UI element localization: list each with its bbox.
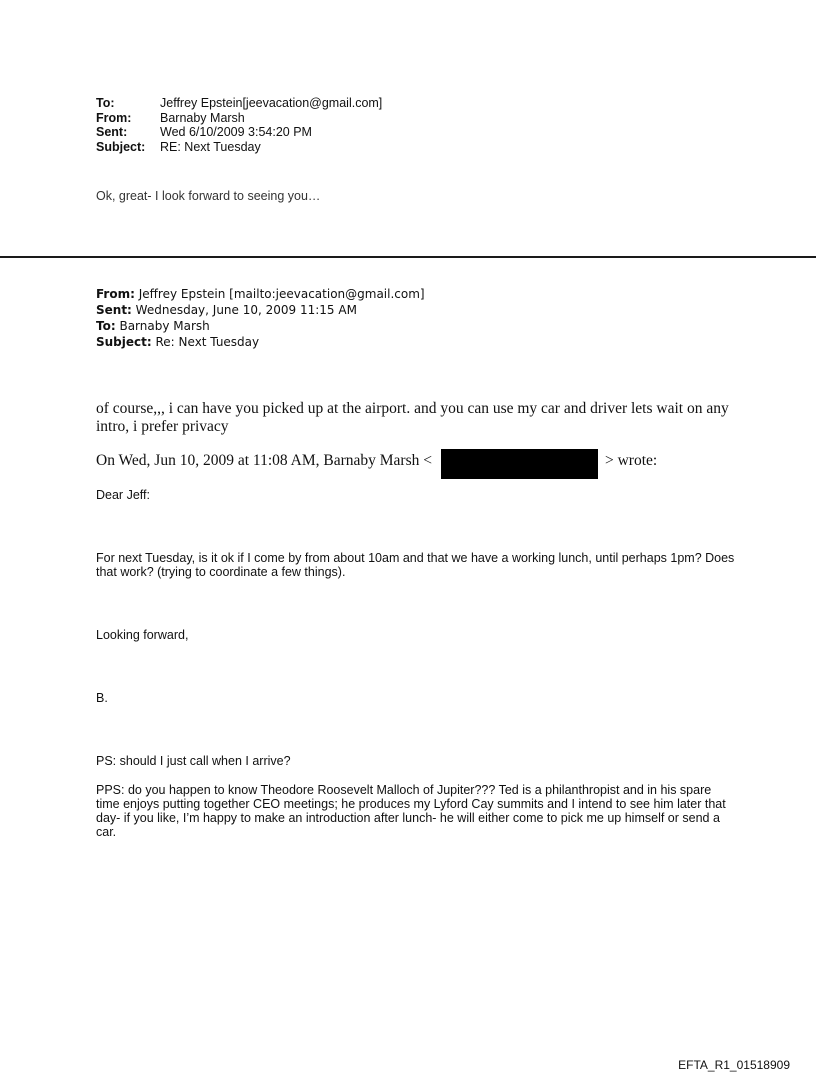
to-value: Jeffrey Epstein[jeevacation@gmail.com]	[160, 96, 383, 110]
pps-paragraph: PPS: do you happen to know Theodore Roosevelt Malloch of Jupiter??? Ted is a philanthropist and in his spare time enjoys putting together CEO meetings; he produces my Lyford Cay summits and I intend to see him later that day- if you like, I’m happy to make an introduction after lunch- he will either come to pick me up himself or send a car.	[96, 783, 726, 839]
signature: B.	[96, 691, 108, 705]
quoted-from-label: From:	[96, 287, 135, 301]
sent-label: Sent:	[96, 125, 128, 139]
quoted-to-row	[96, 318, 425, 334]
closing: Looking forward,	[96, 628, 189, 642]
ps-line: PS: should I just call when I arrive?	[96, 754, 291, 768]
from-label: From:	[96, 110, 132, 125]
quoted-subject-label: Subject:	[96, 335, 152, 349]
quoted-body-text: of course,,, i can have you picked up at the airport. and you can use my car and driver lets wait on any intro, i prefer privacy	[96, 400, 729, 435]
quoted-subject-row	[96, 334, 425, 350]
quoted-from-value: Jeffrey Epstein [mailto:jeevacation@gmail.com]	[134, 287, 425, 301]
on-wed-suffix: > wrote:	[605, 452, 658, 469]
from-value: Barnaby Marsh	[160, 110, 245, 125]
sent-row	[96, 125, 382, 140]
redaction-box	[441, 449, 598, 479]
quoted-from-row	[96, 286, 425, 302]
quoted-header	[96, 286, 425, 350]
subject-row	[96, 140, 382, 155]
quoted-to-value: Barnaby Marsh	[115, 319, 210, 333]
to-row	[96, 96, 382, 111]
email-header	[96, 96, 382, 154]
quoted-to-label: To:	[96, 319, 116, 333]
on-wed-prefix: On Wed, Jun 10, 2009 at 11:08 AM, Barnaby Marsh <	[96, 452, 432, 469]
sent-value: Wed 6/10/2009 3:54:20 PM	[160, 125, 312, 139]
quoted-subject-value: Re: Next Tuesday	[151, 335, 260, 349]
quoted-sent-label: Sent:	[96, 303, 132, 317]
subject-label: Subject:	[96, 139, 146, 154]
subject-value: RE: Next Tuesday	[160, 139, 261, 154]
greeting: Dear Jeff:	[96, 488, 150, 502]
reply-text: Ok, great- I look forward to seeing you…	[96, 189, 321, 203]
quoted-sent-row	[96, 302, 425, 318]
document-id: EFTA_R1_01518909	[678, 1058, 790, 1072]
paragraph-1: For next Tuesday, is it ok if I come by from about 10am and that we have a working lunch, until perhaps 1pm? Does that work? (trying to coordinate a few things).	[96, 551, 735, 579]
message-divider	[0, 256, 816, 258]
quoted-sent-value: Wednesday, June 10, 2009 11:15 AM	[131, 303, 357, 317]
to-label: To:	[96, 96, 115, 110]
from-row	[96, 111, 382, 126]
